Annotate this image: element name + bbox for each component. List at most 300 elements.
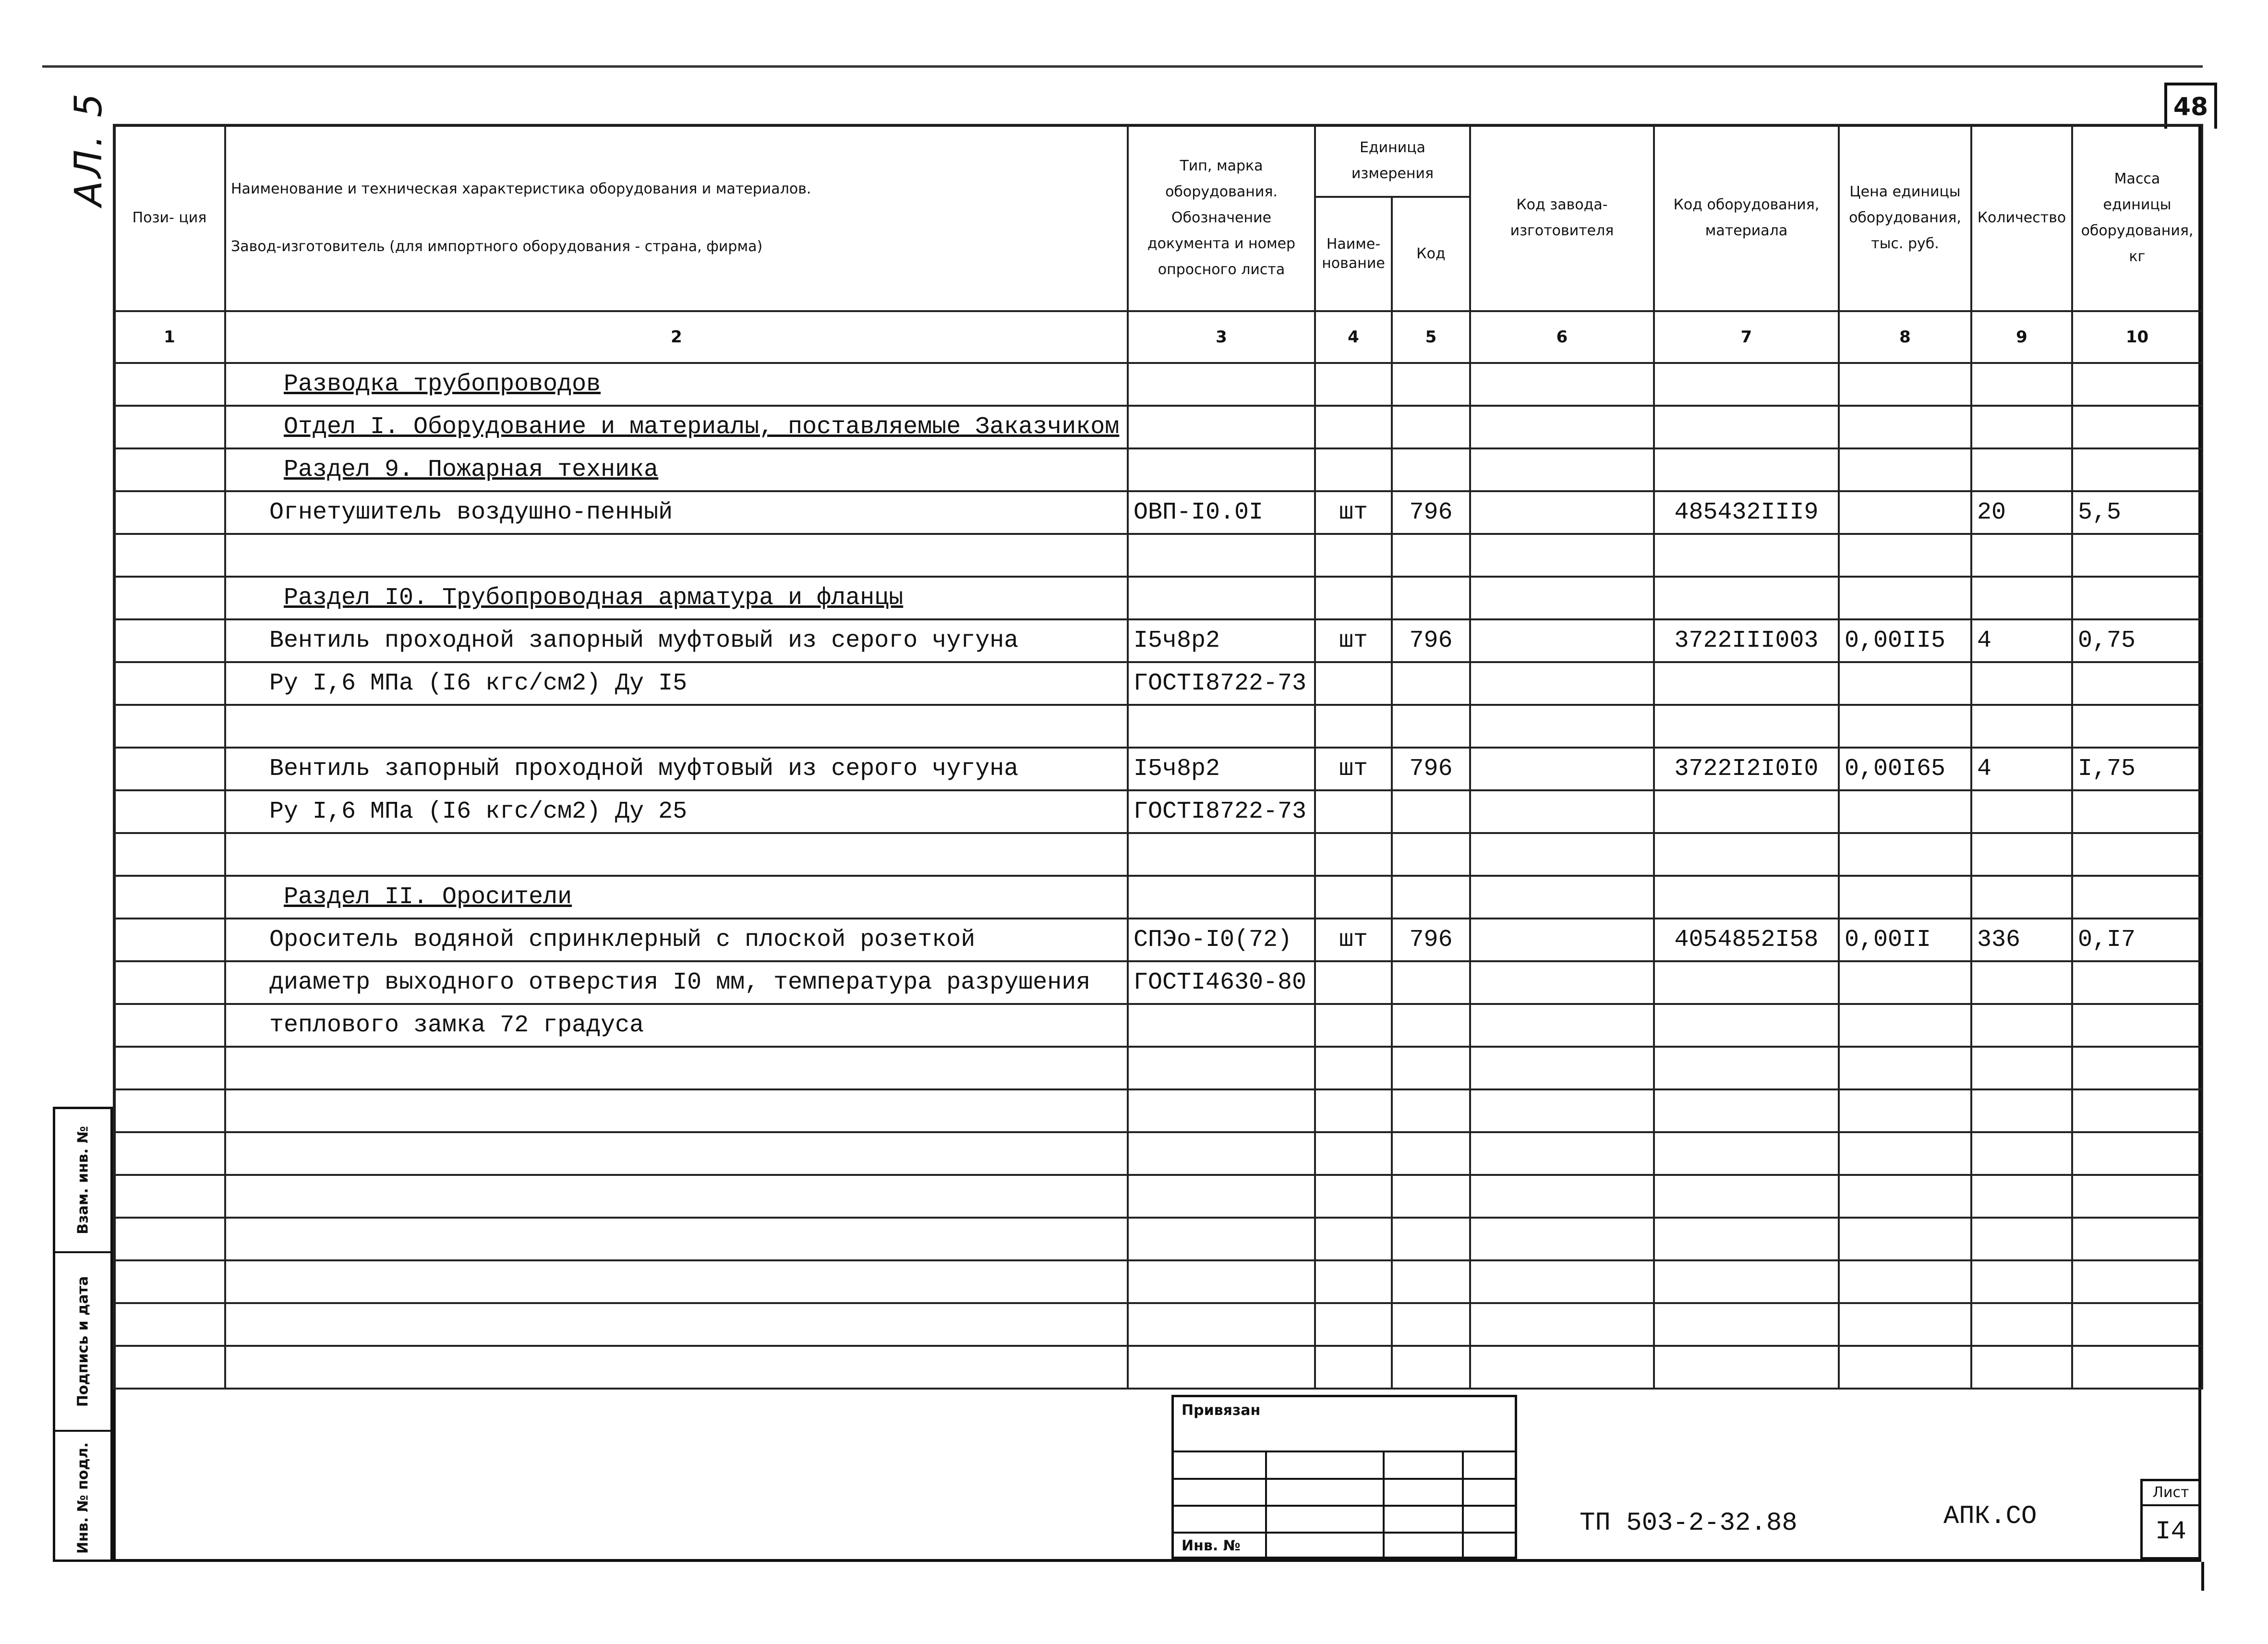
cell-qty: 4	[1971, 748, 2072, 790]
table-row	[114, 448, 2202, 491]
cell-code: 3722I2I0I0	[1654, 748, 1839, 790]
cell-price	[1839, 1004, 1971, 1047]
cell-name	[225, 534, 1128, 577]
cell-price: 0,00II5	[1839, 619, 1971, 662]
column-number: 2	[225, 311, 1128, 363]
cell-mfr	[1470, 1132, 1654, 1175]
table-row	[114, 1132, 2202, 1175]
cell-mass	[2072, 833, 2202, 876]
cell-unit	[1315, 363, 1392, 406]
cell-qty	[1971, 1346, 2072, 1389]
cell-ucode	[1392, 876, 1470, 919]
cell-mfr	[1470, 406, 1654, 448]
cell-ucode	[1392, 363, 1470, 406]
cell-price	[1839, 1346, 1971, 1389]
cell-code	[1654, 833, 1839, 876]
cell-qty	[1971, 876, 2072, 919]
header-row	[114, 125, 2202, 197]
cell-name: Разводка трубопроводов	[225, 363, 1128, 406]
cell-mass	[2072, 1260, 2202, 1303]
cell-pos	[114, 491, 225, 534]
cell-pos	[114, 1175, 225, 1218]
cell-mass	[2072, 1346, 2202, 1389]
cell-qty	[1971, 1004, 2072, 1047]
sheet-box	[2140, 1479, 2201, 1559]
cell-mfr	[1470, 1175, 1654, 1218]
cell-name	[225, 1175, 1128, 1218]
cell-pos	[114, 1218, 225, 1260]
cell-name: Раздел 9. Пожарная техника	[225, 448, 1128, 491]
cell-unit	[1315, 406, 1392, 448]
cell-name	[225, 705, 1128, 748]
cell-code	[1654, 1346, 1839, 1389]
column-number: 10	[2072, 311, 2202, 363]
cell-unit	[1315, 705, 1392, 748]
header-position: Пози- ция	[114, 125, 225, 311]
cell-ucode	[1392, 534, 1470, 577]
cell-code	[1654, 363, 1839, 406]
cell-qty	[1971, 1089, 2072, 1132]
cell-mass	[2072, 406, 2202, 448]
cell-qty: 20	[1971, 491, 2072, 534]
table-row	[114, 1346, 2202, 1389]
cell-price	[1839, 534, 1971, 577]
cell-mfr	[1470, 363, 1654, 406]
cell-ucode	[1392, 790, 1470, 833]
cell-code: 3722III003	[1654, 619, 1839, 662]
cell-name	[225, 1218, 1128, 1260]
column-number: 6	[1470, 311, 1654, 363]
header-type: Тип, марка оборудования. Обозначение документа и номер опросного листа	[1128, 125, 1315, 311]
cell-qty	[1971, 1218, 2072, 1260]
cell-qty	[1971, 1132, 2072, 1175]
cell-ucode	[1392, 1346, 1470, 1389]
cell-mass	[2072, 1089, 2202, 1132]
header-unit-name: Наиме-нование	[1315, 197, 1392, 311]
cell-code	[1654, 577, 1839, 619]
header-unit-code: Код	[1392, 197, 1470, 311]
cell-type	[1128, 1047, 1315, 1089]
cell-unit	[1315, 1346, 1392, 1389]
sheet-number: I4	[2155, 1517, 2186, 1547]
table-row	[114, 1089, 2202, 1132]
cell-mfr	[1470, 534, 1654, 577]
table-row	[114, 790, 2202, 833]
cell-price: 0,00I65	[1839, 748, 1971, 790]
cell-pos	[114, 748, 225, 790]
cell-unit	[1315, 448, 1392, 491]
cell-unit: шт	[1315, 919, 1392, 961]
table-row	[114, 705, 2202, 748]
cell-qty: 336	[1971, 919, 2072, 961]
cell-mass	[2072, 1132, 2202, 1175]
cell-price	[1839, 491, 1971, 534]
cell-mass	[2072, 1218, 2202, 1260]
stamp-sign-date-label: Подпись и дата	[74, 1276, 91, 1407]
side-stamp	[53, 1107, 113, 1562]
cell-ucode	[1392, 1089, 1470, 1132]
cell-mass	[2072, 534, 2202, 577]
stamp-replace-inv-label: Взам. инв. №	[74, 1126, 91, 1234]
table-row	[114, 1260, 2202, 1303]
top-border-line	[42, 65, 2203, 68]
cell-mfr	[1470, 790, 1654, 833]
cell-code	[1654, 790, 1839, 833]
cell-pos	[114, 1132, 225, 1175]
cell-name: диаметр выходного отверстия I0 мм, температура разрушения	[225, 961, 1128, 1004]
cell-pos	[114, 833, 225, 876]
cell-ucode	[1392, 1047, 1470, 1089]
cell-code	[1654, 1218, 1839, 1260]
cell-pos	[114, 662, 225, 705]
column-number: 3	[1128, 311, 1315, 363]
cell-price	[1839, 1218, 1971, 1260]
cell-name: Ороситель водяной спринклерный с плоской розеткой	[225, 919, 1128, 961]
cell-ucode: 796	[1392, 919, 1470, 961]
cell-type: ГОСТI4630-80	[1128, 961, 1315, 1004]
cell-type	[1128, 363, 1315, 406]
cell-name: Вентиль запорный проходной муфтовый из серого чугуна	[225, 748, 1128, 790]
cell-ucode	[1392, 1303, 1470, 1346]
cell-type	[1128, 705, 1315, 748]
cell-code	[1654, 876, 1839, 919]
cell-price: 0,00II	[1839, 919, 1971, 961]
cell-ucode: 796	[1392, 491, 1470, 534]
cell-pos	[114, 1089, 225, 1132]
cell-qty	[1971, 833, 2072, 876]
cell-qty	[1971, 705, 2072, 748]
cell-pos	[114, 363, 225, 406]
title-doc-code: ТП 503-2-32.88	[1580, 1509, 1798, 1538]
column-number: 8	[1839, 311, 1971, 363]
cell-ucode	[1392, 1260, 1470, 1303]
cell-ucode	[1392, 448, 1470, 491]
cell-unit	[1315, 1089, 1392, 1132]
cell-mfr	[1470, 1089, 1654, 1132]
table-row	[114, 1047, 2202, 1089]
cell-unit	[1315, 1303, 1392, 1346]
cell-mfr	[1470, 876, 1654, 919]
cell-pos	[114, 1346, 225, 1389]
column-number: 5	[1392, 311, 1470, 363]
cell-price	[1839, 833, 1971, 876]
cell-mass	[2072, 577, 2202, 619]
cell-code	[1654, 705, 1839, 748]
cell-ucode	[1392, 662, 1470, 705]
cell-mfr	[1470, 961, 1654, 1004]
cell-mfr	[1470, 833, 1654, 876]
cell-price	[1839, 1175, 1971, 1218]
cell-name	[225, 1260, 1128, 1303]
table-row	[114, 1175, 2202, 1218]
cell-mass	[2072, 790, 2202, 833]
cell-unit	[1315, 1047, 1392, 1089]
header-name-line1: Наименование и техническая характеристика оборудования и материалов.	[231, 181, 811, 197]
cell-code	[1654, 961, 1839, 1004]
cell-name: Отдел I. Оборудование и материалы, поставляемые Заказчиком	[225, 406, 1128, 448]
cell-name: Раздел II. Оросители	[225, 876, 1128, 919]
cell-mass: 0,75	[2072, 619, 2202, 662]
cell-pos	[114, 919, 225, 961]
cell-mfr	[1470, 1218, 1654, 1260]
cell-ucode	[1392, 406, 1470, 448]
cell-code: 4054852I58	[1654, 919, 1839, 961]
column-number: 7	[1654, 311, 1839, 363]
table-row	[114, 534, 2202, 577]
cell-mfr	[1470, 491, 1654, 534]
cell-name	[225, 1132, 1128, 1175]
cell-type	[1128, 833, 1315, 876]
cell-type: ГОСТI8722-73	[1128, 662, 1315, 705]
cell-mfr	[1470, 1260, 1654, 1303]
cell-unit	[1315, 876, 1392, 919]
cell-code	[1654, 534, 1839, 577]
cell-name: Огнетушитель воздушно-пенный	[225, 491, 1128, 534]
title-block	[1171, 1395, 1517, 1559]
cell-qty	[1971, 790, 2072, 833]
cell-mass: 0,I7	[2072, 919, 2202, 961]
cell-unit	[1315, 1132, 1392, 1175]
cell-type	[1128, 1303, 1315, 1346]
cell-price	[1839, 406, 1971, 448]
stamp-inv-orig-label: Инв. № подл.	[74, 1442, 91, 1554]
cell-type	[1128, 1346, 1315, 1389]
header-mass: Масса единицы оборудования, кг	[2072, 125, 2202, 311]
cell-mfr	[1470, 1047, 1654, 1089]
cell-pos	[114, 1303, 225, 1346]
header-equipment-code: Код оборудования, материала	[1654, 125, 1839, 311]
cell-code	[1654, 448, 1839, 491]
cell-unit: шт	[1315, 619, 1392, 662]
cell-mass	[2072, 876, 2202, 919]
cell-type: ОВП-I0.0I	[1128, 491, 1315, 534]
cell-mfr	[1470, 1004, 1654, 1047]
cell-type	[1128, 577, 1315, 619]
cell-mfr	[1470, 662, 1654, 705]
cell-unit	[1315, 1218, 1392, 1260]
cell-unit	[1315, 662, 1392, 705]
cell-name	[225, 833, 1128, 876]
cell-name: Вентиль проходной запорный муфтовый из серого чугуна	[225, 619, 1128, 662]
cell-ucode	[1392, 705, 1470, 748]
cell-mfr	[1470, 448, 1654, 491]
header-manufacturer-code: Код завода-изготовителя	[1470, 125, 1654, 311]
column-number: 1	[114, 311, 225, 363]
table-row	[114, 406, 2202, 448]
cell-unit: шт	[1315, 748, 1392, 790]
cell-price	[1839, 705, 1971, 748]
cell-type	[1128, 534, 1315, 577]
cell-pos	[114, 790, 225, 833]
cell-unit: шт	[1315, 491, 1392, 534]
cell-type	[1128, 1089, 1315, 1132]
cell-mass	[2072, 448, 2202, 491]
cell-ucode	[1392, 1132, 1470, 1175]
cell-mass	[2072, 363, 2202, 406]
cell-code: 485432III9	[1654, 491, 1839, 534]
cell-type: СПЭо-I0(72)	[1128, 919, 1315, 961]
header-name-line2: Завод-изготовитель (для импортного оборудования - страна, фирма)	[231, 238, 763, 255]
cell-qty	[1971, 1047, 2072, 1089]
cell-code	[1654, 1047, 1839, 1089]
bound-label: Привязан	[1182, 1402, 1261, 1419]
cell-mfr	[1470, 1303, 1654, 1346]
cell-type	[1128, 1175, 1315, 1218]
table-row	[114, 619, 2202, 662]
cell-code	[1654, 406, 1839, 448]
cell-unit	[1315, 1175, 1392, 1218]
cell-price	[1839, 448, 1971, 491]
cell-ucode: 796	[1392, 619, 1470, 662]
cell-mass	[2072, 662, 2202, 705]
cell-code	[1654, 1132, 1839, 1175]
cell-ucode	[1392, 577, 1470, 619]
table-row	[114, 1004, 2202, 1047]
cell-mfr	[1470, 705, 1654, 748]
cell-ucode	[1392, 961, 1470, 1004]
document-code-vertical: АЛ. 5	[67, 90, 110, 206]
page-number: 48	[2164, 83, 2217, 129]
table-row	[114, 577, 2202, 619]
cell-mfr	[1470, 748, 1654, 790]
table-row	[114, 1218, 2202, 1260]
cell-name: Раздел I0. Трубопроводная арматура и фланцы	[225, 577, 1128, 619]
cell-pos	[114, 619, 225, 662]
stamp-replace-inv	[55, 1109, 110, 1253]
cell-price	[1839, 1047, 1971, 1089]
cell-name: Ру I,6 МПа (I6 кгс/см2) Ду 25	[225, 790, 1128, 833]
cell-unit	[1315, 790, 1392, 833]
cell-type	[1128, 1004, 1315, 1047]
specification-table	[113, 124, 2203, 1390]
column-number: 9	[1971, 311, 2072, 363]
cell-pos	[114, 961, 225, 1004]
cell-type	[1128, 1132, 1315, 1175]
cell-unit	[1315, 833, 1392, 876]
cell-mass	[2072, 705, 2202, 748]
table-row	[114, 876, 2202, 919]
cell-name	[225, 1303, 1128, 1346]
header-unit-group: Единица измерения	[1315, 125, 1470, 197]
table-row	[114, 1303, 2202, 1346]
cell-price	[1839, 790, 1971, 833]
cell-pos	[114, 406, 225, 448]
cell-code	[1654, 1004, 1839, 1047]
cell-pos	[114, 705, 225, 748]
cell-unit	[1315, 577, 1392, 619]
cell-name	[225, 1089, 1128, 1132]
cell-code	[1654, 662, 1839, 705]
cell-ucode	[1392, 1175, 1470, 1218]
cell-price	[1839, 1260, 1971, 1303]
cell-ucode	[1392, 1004, 1470, 1047]
inv-no-label: Инв. №	[1182, 1537, 1241, 1554]
header-name	[225, 125, 1128, 311]
cell-price	[1839, 1089, 1971, 1132]
cell-pos	[114, 577, 225, 619]
cell-code	[1654, 1260, 1839, 1303]
table-row	[114, 833, 2202, 876]
cell-mass	[2072, 1004, 2202, 1047]
cell-qty	[1971, 961, 2072, 1004]
cell-qty	[1971, 363, 2072, 406]
cell-mfr	[1470, 619, 1654, 662]
cell-ucode: 796	[1392, 748, 1470, 790]
stamp-inv-orig	[55, 1432, 110, 1564]
cell-mass: 5,5	[2072, 491, 2202, 534]
header-quantity: Количество	[1971, 125, 2072, 311]
cell-mass	[2072, 961, 2202, 1004]
cell-name: теплового замка 72 градуса	[225, 1004, 1128, 1047]
cell-price	[1839, 662, 1971, 705]
cell-type: ГОСТI8722-73	[1128, 790, 1315, 833]
table-row	[114, 919, 2202, 961]
sheet-label: Лист	[2143, 1481, 2199, 1506]
cell-mfr	[1470, 1346, 1654, 1389]
cell-qty	[1971, 1175, 2072, 1218]
cell-name: Ру I,6 МПа (I6 кгс/см2) Ду I5	[225, 662, 1128, 705]
cell-mass: I,75	[2072, 748, 2202, 790]
cell-pos	[114, 1004, 225, 1047]
cell-type	[1128, 876, 1315, 919]
cell-mass	[2072, 1047, 2202, 1089]
cell-price	[1839, 961, 1971, 1004]
header-price: Цена единицы оборудования, тыс. руб.	[1839, 125, 1971, 311]
cell-type	[1128, 1260, 1315, 1303]
cell-ucode	[1392, 833, 1470, 876]
cell-qty	[1971, 1303, 2072, 1346]
cell-code	[1654, 1303, 1839, 1346]
cell-type: I5ч8р2	[1128, 748, 1315, 790]
cell-qty: 4	[1971, 619, 2072, 662]
cell-pos	[114, 1260, 225, 1303]
cell-code	[1654, 1175, 1839, 1218]
table-row	[114, 363, 2202, 406]
cell-pos	[114, 1047, 225, 1089]
cell-type	[1128, 406, 1315, 448]
title-mark: АПК.СО	[1943, 1502, 2037, 1531]
cell-pos	[114, 534, 225, 577]
cell-name	[225, 1346, 1128, 1389]
cell-unit	[1315, 1260, 1392, 1303]
cell-code	[1654, 1089, 1839, 1132]
table-row	[114, 961, 2202, 1004]
cell-mfr	[1470, 919, 1654, 961]
table-row	[114, 491, 2202, 534]
cell-price	[1839, 1303, 1971, 1346]
cell-mass	[2072, 1175, 2202, 1218]
cell-qty	[1971, 534, 2072, 577]
cell-pos	[114, 448, 225, 491]
stamp-sign-date	[55, 1253, 110, 1432]
cell-type	[1128, 1218, 1315, 1260]
cell-mfr	[1470, 577, 1654, 619]
cell-price	[1839, 577, 1971, 619]
cell-qty	[1971, 448, 2072, 491]
cell-qty	[1971, 662, 2072, 705]
table-row	[114, 662, 2202, 705]
cell-unit	[1315, 534, 1392, 577]
table-row	[114, 748, 2202, 790]
cell-ucode	[1392, 1218, 1470, 1260]
cell-unit	[1315, 961, 1392, 1004]
cell-type	[1128, 448, 1315, 491]
cell-qty	[1971, 406, 2072, 448]
cell-mass	[2072, 1303, 2202, 1346]
column-number: 4	[1315, 311, 1392, 363]
cell-qty	[1971, 1260, 2072, 1303]
cell-price	[1839, 876, 1971, 919]
